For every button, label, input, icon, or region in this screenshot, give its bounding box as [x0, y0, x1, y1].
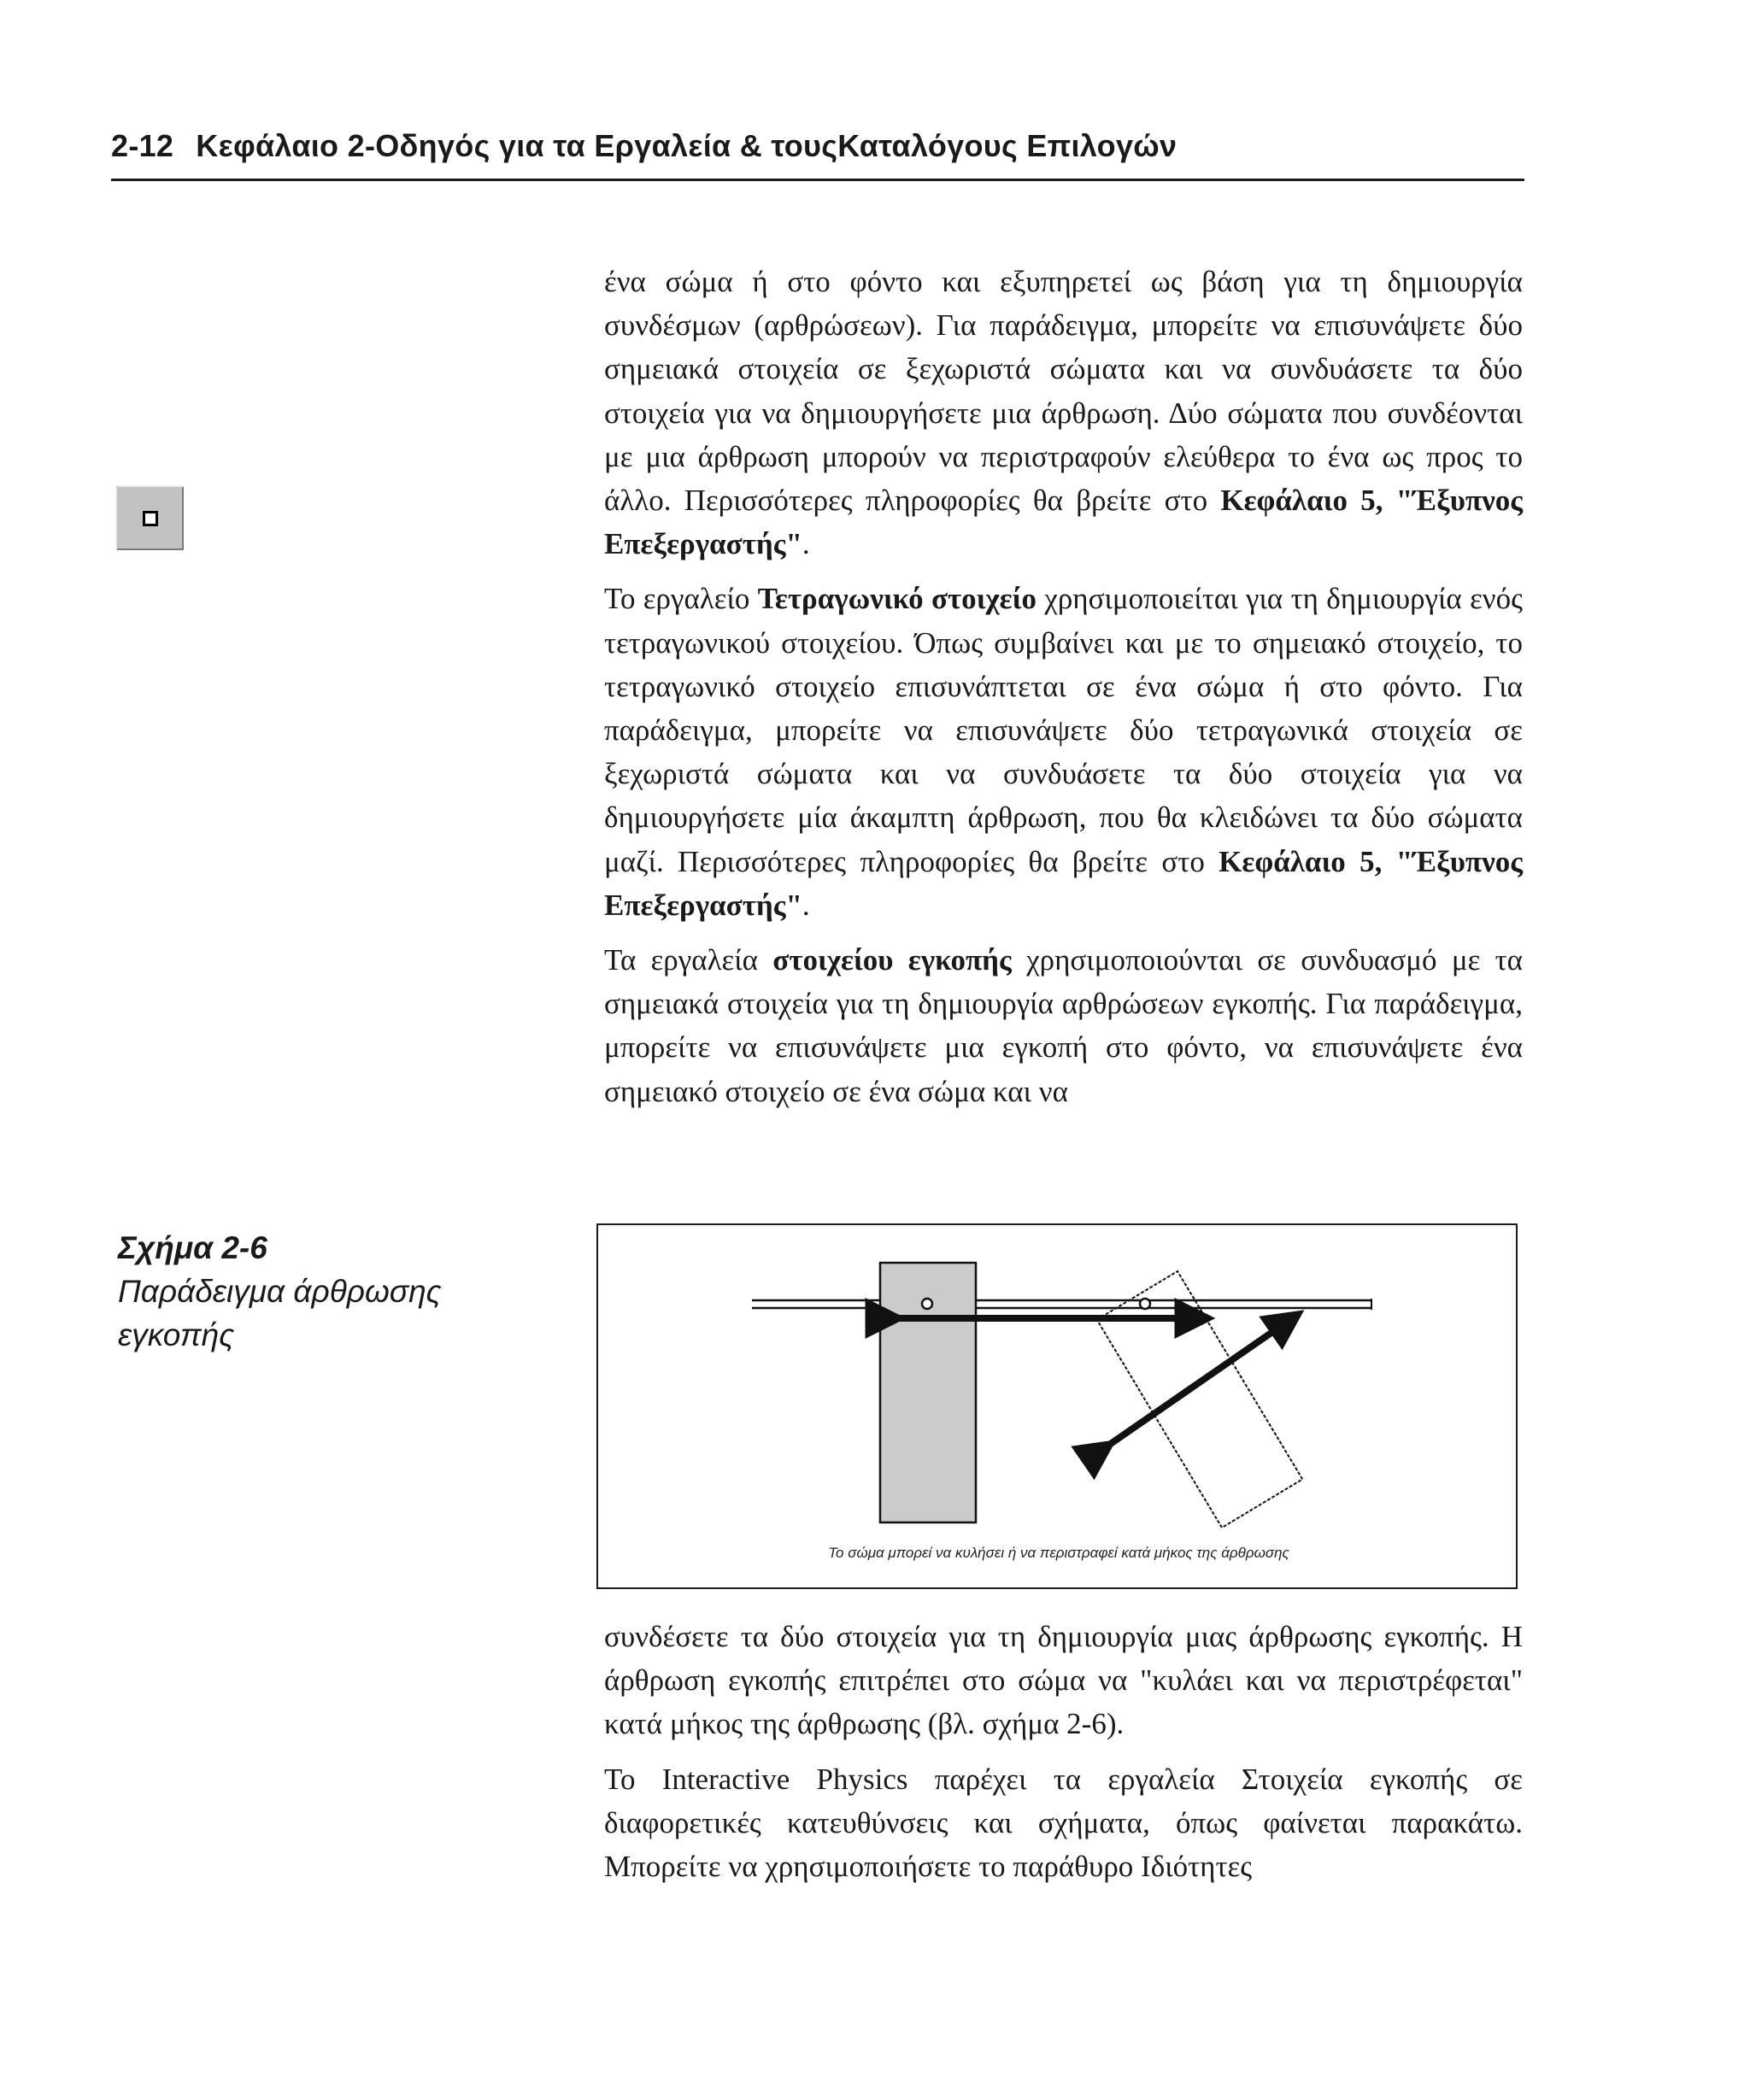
- point-element-right: [1140, 1299, 1150, 1309]
- main-text-lower: [604, 1615, 1523, 1888]
- tool-name: στοιχείου εγκοπής: [772, 943, 1012, 977]
- figure-slot-joint: [596, 1223, 1518, 1589]
- text-run: Τα εργαλεία: [604, 943, 773, 977]
- paragraph-slot-continued: [604, 1615, 1523, 1746]
- text-run: .: [802, 527, 810, 561]
- figure-label: Σχήμα 2-6: [118, 1230, 267, 1265]
- figure-caption: [118, 1226, 511, 1357]
- figure-inner-caption: Το σώμα μπορεί να κυλήσει ή να περιστραφεί κατά μήκος της άρθρωσης: [828, 1545, 1289, 1561]
- chapter-title: Κεφάλαιο 2-Οδηγός για τα Εργαλεία & τουςΚαταλόγους Επιλογών: [196, 128, 1177, 163]
- paragraph-square-element: [604, 577, 1523, 927]
- chapter-reference: Κεφάλαιο 5, "Έξυπνος Επεξεργαστής": [604, 844, 1523, 922]
- chapter-reference: Κεφάλαιο 5, "Έξυπνος Επεξεργαστής": [604, 484, 1523, 561]
- text-run: χρησιμοποιείται για τη δημιουργία ενός τετραγωνικού στοιχείου. Όπως συμβαίνει και με το σημειακό στοιχείο, το τετραγωνικό στοιχείο επισυνάπτεται σε ένα σώμα ή στο φόντο. Για παράδειγμα, μπορείτε να επισυνάψετε δύο τετραγωνικά στοιχεία σε ξεχωριστά σώματα και να συνδυάσετε τα δύο στοιχεία για να δημιουργήσετε μία άκαμπτη άρθρωση, που θα κλειδώνει τα δύο σώματα μαζί. Περισσότερες πληροφορίες θα βρείτε στο: [604, 582, 1523, 878]
- text-run: χρησιμοποιούνται σε συνδυασμό με τα σημειακά στοιχεία για τη δημιουργία αρθρώσεων εγκοπής. Για παράδειγμα, μπορείτε να επισυνάψετε μια εγκοπή στο φόντο, να επισυνάψετε ένα σημειακό στοιχείο σε ένα σώμα και να: [604, 943, 1523, 1108]
- text-run: Το Interactive Physics παρέχει τα εργαλεία Στοιχεία εγκοπής σε διαφορετικές κατευθύνσεις και σχήματα, όπως φαίνεται παρακάτω. Μπορείτε να χρησιμοποιήσετε το παράθυρο Ιδιότητες: [604, 1762, 1523, 1884]
- paragraph-point-element: [604, 260, 1523, 566]
- text-run: ένα σώμα ή στο φόντο και εξυπηρετεί ως βάση για τη δημιουργία συνδέσμων (αρθρώσεων). Για παράδειγμα, μπορείτε να επισυνάψετε δύο σημειακά στοιχεία σε ξεχωριστά σώματα και να συνδυάσετε τα δύο στοιχεία για να δημιουργήσετε μια άρθρωση. Δύο σώματα που συνδέονται με μια άρθρωση μπορούν να περιστραφούν ελεύθερα το ένα ως προς το άλλο. Περισσότερες πληροφορίες θα βρείτε στο: [604, 265, 1523, 518]
- paragraph-slot-element: [604, 938, 1523, 1113]
- figure-description: Παράδειγμα άρθρωσης εγκοπής: [118, 1274, 442, 1352]
- text-run: συνδέσετε τα δύο στοιχεία για τη δημιουργία μιας άρθρωσης εγκοπής. Η άρθρωση εγκοπής επιτρέπει στο σώμα να "κυλάει και να περιστρέφεται" κατά μήκος της άρθρωσης (βλ. σχήμα 2-6).: [604, 1620, 1523, 1741]
- text-run: .: [802, 888, 810, 922]
- rotated-body: [1097, 1271, 1303, 1528]
- page-number: 2-12: [111, 128, 174, 163]
- square-point-glyph: [143, 511, 158, 526]
- slot-joint-diagram: [598, 1225, 1519, 1591]
- rotate-arrow: [1101, 1321, 1289, 1451]
- square-point-tool-icon: [115, 485, 184, 550]
- point-element-left: [922, 1299, 932, 1309]
- header-divider: [111, 179, 1524, 181]
- tool-name: Τετραγωνικό στοιχείο: [757, 582, 1036, 616]
- page-header: [111, 128, 1521, 164]
- text-run: Το εργαλείο: [604, 582, 758, 616]
- paragraph-interactive-physics: [604, 1757, 1523, 1889]
- main-text-upper: [604, 260, 1523, 1113]
